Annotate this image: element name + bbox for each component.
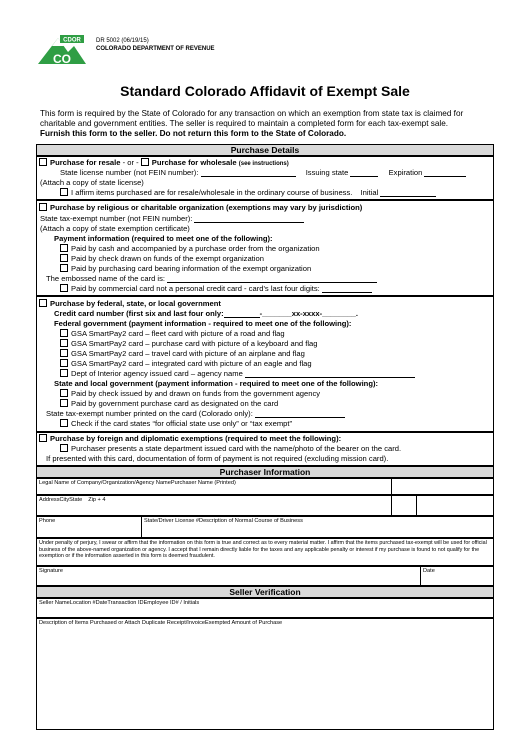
charitable-checkbox[interactable]	[39, 203, 47, 211]
agency-name-field[interactable]	[245, 369, 415, 378]
wholesale-checkbox[interactable]	[141, 158, 149, 166]
form-number: DR 5002 (06/19/15)	[96, 38, 149, 44]
intro-text: This form is required by the State of Colorado for any transaction on which an exemption from state tax is claimed for charitable and government entities. The seller is required to maintain a completed form for each tax-exempt sale. Furnish this form to the seller. Do not return this form to the State of Colorado.	[40, 109, 464, 138]
attach-exemption-note: (Attach a copy of state exemption certificate)	[40, 224, 190, 233]
last-four-field[interactable]	[322, 284, 372, 293]
state-license-field[interactable]	[201, 168, 296, 177]
expiration-field[interactable]	[424, 168, 466, 177]
cash-checkbox[interactable]	[60, 244, 68, 252]
state-exempt-number-field[interactable]	[255, 409, 345, 418]
federal-heading: Federal government (payment information - required to meet one of the following):	[54, 319, 352, 328]
seller-row-1[interactable]: Seller NameLocation #DateTransaction IDEmployee ID# / Initials	[36, 598, 494, 618]
purchase-details-heading: Purchase Details	[36, 144, 494, 156]
card-first-six-field[interactable]	[224, 309, 260, 318]
check-checkbox[interactable]	[60, 254, 68, 262]
travel-card-checkbox[interactable]	[60, 349, 68, 357]
fleet-card-checkbox[interactable]	[60, 329, 68, 337]
colorado-logo	[38, 34, 86, 66]
seller-verification-heading: Seller Verification	[36, 586, 494, 598]
logo-text: CO	[53, 52, 71, 66]
purchase-card-checkbox[interactable]	[60, 339, 68, 347]
zip-cell[interactable]	[416, 495, 494, 516]
integrated-card-checkbox[interactable]	[60, 359, 68, 367]
gov-check-checkbox[interactable]	[60, 389, 68, 397]
commercial-card-checkbox[interactable]	[60, 284, 68, 292]
foreign-checkbox[interactable]	[39, 434, 47, 442]
purchaser-name-cell[interactable]	[391, 478, 494, 495]
payment-info-heading: Payment information (required to meet one of the following):	[54, 234, 273, 243]
state-cell[interactable]	[391, 495, 417, 516]
tax-exempt-number-field[interactable]	[194, 214, 304, 223]
gov-purchase-card-checkbox[interactable]	[60, 399, 68, 407]
perjury-statement: Under penalty of perjury, I swear or affirm that the information on this form is true and correct as to every material matter. I affirm that the items purchased tax-exempt will be used for official business of the above-named organization or agency. I accept that I remain directly liable for the taxes and any applicable penalty or interest if my purchase is found to not qualify for the exemption or if the information asserted in this form is deemed fraudulent.	[36, 538, 494, 566]
resale-checkbox[interactable]	[39, 158, 47, 166]
state-dept-card-checkbox[interactable]	[60, 444, 68, 452]
license-description-cell[interactable]: State/Driver License #Description of Normal Course of Business	[141, 516, 494, 538]
legal-name-cell[interactable]: Legal Name of Company/Organization/Agency NamePurchaser Name (Printed)	[36, 478, 392, 495]
address-cell[interactable]: AddressCityState Zip + 4	[36, 495, 392, 516]
attach-license-note: (Attach a copy of state license)	[40, 178, 144, 187]
purchasing-card-checkbox[interactable]	[60, 264, 68, 272]
foreign-note: If presented with this card, documentation of form of payment is not required (excluding mission card).	[46, 454, 389, 463]
issuing-state-field[interactable]	[350, 168, 378, 177]
page-title: Standard Colorado Affidavit of Exempt Sale	[120, 83, 410, 99]
affirm-checkbox[interactable]	[60, 188, 68, 196]
state-local-heading: State and local government (payment information - required to meet one of the following):	[54, 379, 379, 388]
seller-row-2[interactable]: Description of Items Purchased or Attach Duplicate Receipt/InvoiceExempted Amount of Purchase	[36, 618, 494, 730]
phone-cell[interactable]: Phone	[36, 516, 142, 538]
government-checkbox[interactable]	[39, 299, 47, 307]
department-name: COLORADO DEPARTMENT OF REVENUE	[96, 46, 215, 52]
date-cell[interactable]: Date	[420, 566, 494, 586]
interior-card-checkbox[interactable]	[60, 369, 68, 377]
initial-field[interactable]	[380, 188, 436, 197]
official-use-checkbox[interactable]	[60, 419, 68, 427]
embossed-name-field[interactable]	[167, 274, 377, 283]
purchaser-info-heading: Purchaser Information	[36, 466, 494, 478]
logo-top-text: CDOR	[63, 37, 81, 44]
signature-cell[interactable]: Signature	[36, 566, 421, 586]
